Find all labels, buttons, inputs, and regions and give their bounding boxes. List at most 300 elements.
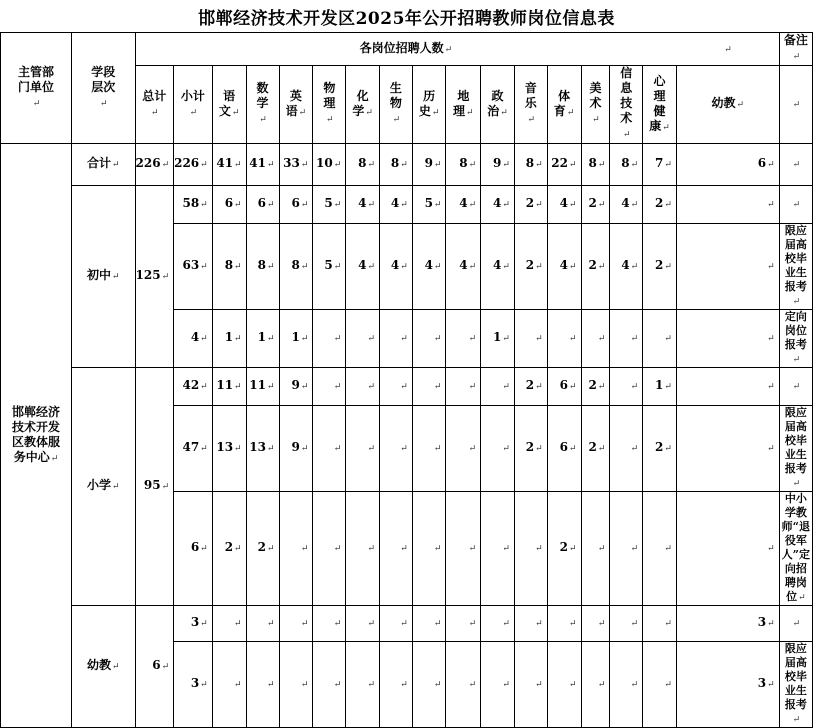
header-remark — [779, 33, 812, 66]
count-cell-text: 2 — [559, 540, 568, 554]
paragraph-mark: ↵ — [234, 200, 242, 210]
paragraph-mark: ↵ — [333, 262, 342, 272]
paragraph-mark: ↵ — [200, 444, 208, 454]
paragraph-mark: ↵ — [767, 200, 775, 210]
count-cell — [643, 310, 677, 368]
count-cell-text: 4 — [358, 196, 367, 210]
count-cell — [676, 368, 779, 406]
count-cell — [481, 406, 515, 492]
paragraph-mark: ↵ — [468, 160, 477, 170]
count-cell — [514, 310, 547, 368]
count-cell-text: 2 — [525, 378, 535, 392]
paragraph-mark: ↵ — [161, 160, 170, 170]
count-cell — [313, 606, 346, 642]
level-total — [135, 186, 174, 368]
count-cell — [581, 642, 610, 728]
remark-cell — [779, 606, 812, 642]
paragraph-mark: ↵ — [767, 444, 775, 454]
paragraph-mark: ↵ — [630, 200, 639, 210]
count-cell — [481, 642, 515, 728]
remark-cell — [779, 186, 812, 224]
paragraph-mark: ↵ — [630, 619, 639, 629]
paragraph-mark: ↵ — [444, 44, 453, 55]
count-cell — [380, 606, 413, 642]
total-value — [547, 144, 581, 186]
recruitment-table — [0, 32, 813, 728]
paragraph-mark: ↵ — [234, 444, 242, 454]
count-cell-text: 47 — [182, 440, 200, 454]
count-cell — [676, 224, 779, 310]
table-row — [1, 144, 813, 186]
header-col — [446, 66, 481, 144]
paragraph-mark: ↵ — [568, 544, 577, 554]
paragraph-mark: ↵ — [597, 619, 606, 629]
count-cell-text: 6 — [559, 378, 568, 392]
paragraph-mark: ↵ — [333, 382, 342, 392]
paragraph-mark: ↵ — [767, 619, 775, 629]
paragraph-mark: ↵ — [630, 334, 639, 344]
paragraph-mark: ↵ — [535, 544, 543, 554]
paragraph-mark: ↵ — [400, 262, 408, 272]
count-cell — [581, 406, 610, 492]
paragraph-mark: ↵ — [300, 262, 309, 272]
paragraph-mark: ↵ — [234, 262, 242, 272]
paragraph-mark: ↵ — [792, 355, 801, 365]
table-row — [1, 33, 813, 66]
total-value — [135, 144, 174, 186]
total-value-text: 6 — [757, 156, 767, 170]
paragraph-mark: ↵ — [502, 200, 510, 210]
count-cell — [313, 310, 346, 368]
total-value-text: 8 — [621, 156, 630, 170]
count-cell — [174, 368, 213, 406]
paragraph-mark: ↵ — [112, 160, 120, 170]
header-col-text: 英语 — [285, 88, 302, 118]
count-cell-text: 2 — [525, 440, 535, 454]
count-cell — [610, 186, 643, 224]
paragraph-mark: ↵ — [767, 334, 775, 344]
paragraph-mark: ↵ — [767, 382, 775, 392]
count-cell-text: 4 — [190, 330, 200, 344]
count-cell — [212, 606, 246, 642]
header-col-text: 体育 — [553, 88, 571, 118]
paragraph-mark: ↵ — [266, 444, 275, 454]
paragraph-mark: ↵ — [724, 44, 732, 55]
count-cell — [313, 406, 346, 492]
count-cell-text: 5 — [324, 258, 333, 272]
remark-cell-text: 限应届高校毕业生报考 — [784, 224, 807, 293]
total-value — [581, 144, 610, 186]
count-cell — [514, 224, 547, 310]
count-cell — [174, 310, 213, 368]
count-cell — [446, 186, 481, 224]
count-cell — [481, 186, 515, 224]
total-value-text: 9 — [424, 156, 433, 170]
paragraph-mark: ↵ — [400, 680, 408, 690]
count-cell — [346, 406, 380, 492]
paragraph-mark: ↵ — [792, 52, 801, 62]
count-cell — [212, 224, 246, 310]
paragraph-mark: ↵ — [630, 680, 639, 690]
count-cell — [380, 310, 413, 368]
count-cell — [174, 186, 213, 224]
paragraph-mark: ↵ — [767, 262, 775, 272]
count-cell-text: 2 — [525, 196, 535, 210]
total-label — [72, 144, 135, 186]
count-cell — [643, 368, 677, 406]
total-value-text: 41 — [216, 156, 234, 170]
paragraph-mark: ↵ — [535, 382, 543, 392]
count-cell — [246, 186, 279, 224]
count-cell — [547, 310, 581, 368]
count-cell — [380, 224, 413, 310]
header-col-text: 信息技术 — [620, 66, 633, 125]
paragraph-mark: ↵ — [568, 200, 577, 210]
header-remark-blank — [779, 66, 812, 144]
table-row — [1, 606, 813, 642]
level-name — [72, 186, 135, 368]
paragraph-mark: ↵ — [200, 680, 208, 690]
count-cell — [313, 224, 346, 310]
paragraph-mark: ↵ — [433, 200, 442, 210]
count-cell — [412, 310, 446, 368]
total-value-text: 8 — [358, 156, 367, 170]
level-total — [135, 368, 174, 606]
level-name-text: 幼教 — [87, 658, 112, 672]
header-col — [246, 66, 279, 144]
paragraph-mark: ↵ — [597, 262, 606, 272]
remark-cell-text: 限应届高校毕业生报考 — [784, 642, 807, 711]
count-cell — [279, 310, 313, 368]
header-col-text: 历史 — [418, 88, 436, 118]
header-col — [346, 66, 380, 144]
paragraph-mark: ↵ — [535, 619, 543, 629]
count-cell — [313, 186, 346, 224]
count-cell-text: 5 — [424, 196, 433, 210]
paragraph-mark: ↵ — [664, 444, 672, 454]
total-value-text: 41 — [249, 156, 266, 170]
paragraph-mark: ↵ — [500, 107, 508, 118]
count-cell-text: 2 — [257, 540, 266, 554]
paragraph-mark: ↵ — [365, 107, 373, 118]
count-cell — [514, 368, 547, 406]
paragraph-mark: ↵ — [112, 272, 120, 282]
paragraph-mark: ↵ — [502, 160, 510, 170]
paragraph-mark: ↵ — [298, 107, 307, 118]
paragraph-mark: ↵ — [266, 382, 275, 392]
paragraph-mark: ↵ — [50, 453, 59, 464]
header-col-text: 心理健康 — [649, 73, 666, 133]
count-cell — [279, 368, 313, 406]
total-value — [412, 144, 446, 186]
count-cell-text: 6 — [257, 196, 266, 210]
paragraph-mark: ↵ — [367, 334, 375, 344]
paragraph-mark: ↵ — [502, 619, 510, 629]
count-cell — [547, 492, 581, 606]
header-col — [610, 66, 643, 144]
paragraph-mark: ↵ — [566, 107, 575, 118]
count-cell — [481, 224, 515, 310]
paragraph-mark: ↵ — [502, 444, 510, 454]
count-cell — [412, 224, 446, 310]
count-cell — [676, 310, 779, 368]
paragraph-mark: ↵ — [400, 382, 408, 392]
count-cell — [676, 606, 779, 642]
count-cell-text: 3 — [757, 676, 767, 690]
header-col-text: 地理 — [453, 88, 470, 118]
paragraph-mark: ↵ — [333, 334, 342, 344]
paragraph-mark: ↵ — [792, 297, 801, 307]
level-name-text: 初中 — [87, 268, 112, 282]
remark-cell — [779, 310, 812, 368]
paragraph-mark: ↵ — [468, 200, 477, 210]
paragraph-mark: ↵ — [433, 334, 442, 344]
count-cell — [279, 606, 313, 642]
count-cell — [313, 368, 346, 406]
count-cell-text: 3 — [190, 676, 200, 690]
count-cell — [246, 492, 279, 606]
paragraph-mark: ↵ — [664, 544, 672, 554]
paragraph-mark: ↵ — [568, 382, 577, 392]
count-cell-text: 2 — [654, 258, 664, 272]
paragraph-mark: ↵ — [367, 200, 375, 210]
count-cell — [446, 492, 481, 606]
count-cell — [412, 368, 446, 406]
count-cell-text: 2 — [588, 258, 597, 272]
count-cell-text: 2 — [654, 440, 664, 454]
header-col-text: 语文 — [218, 88, 236, 118]
header-col — [481, 66, 515, 144]
paragraph-mark: ↵ — [568, 444, 577, 454]
count-cell — [610, 492, 643, 606]
paragraph-mark: ↵ — [664, 382, 672, 392]
header-col-text: 化学 — [352, 88, 369, 118]
paragraph-mark: ↵ — [200, 382, 208, 392]
count-cell — [643, 642, 677, 728]
paragraph-mark: ↵ — [300, 680, 309, 690]
count-cell — [279, 224, 313, 310]
count-cell — [174, 606, 213, 642]
paragraph-mark: ↵ — [592, 115, 600, 125]
count-cell — [676, 492, 779, 606]
page-title: 邯郸经济技术开发区2025年公开招聘教师岗位信息表 — [198, 9, 615, 29]
count-cell-text: 6 — [559, 440, 568, 454]
level-name — [72, 606, 135, 728]
count-cell-text: 4 — [358, 258, 367, 272]
total-value — [610, 144, 643, 186]
count-cell — [610, 406, 643, 492]
paragraph-mark: ↵ — [736, 100, 745, 110]
paragraph-mark: ↵ — [662, 122, 670, 133]
count-cell — [174, 406, 213, 492]
header-col — [313, 66, 346, 144]
header-col-text: 总计 — [142, 88, 167, 103]
paragraph-mark: ↵ — [231, 107, 240, 118]
count-cell-text: 8 — [291, 258, 300, 272]
header-col — [412, 66, 446, 144]
count-cell-text: 58 — [182, 196, 200, 210]
count-cell — [212, 368, 246, 406]
count-cell — [676, 642, 779, 728]
count-cell — [346, 368, 380, 406]
count-cell-text: 1 — [257, 330, 266, 344]
paragraph-mark: ↵ — [468, 262, 477, 272]
paragraph-mark: ↵ — [792, 100, 801, 110]
header-dept — [1, 33, 72, 144]
paragraph-mark: ↵ — [400, 444, 408, 454]
count-cell — [581, 492, 610, 606]
paragraph-mark: ↵ — [300, 334, 309, 344]
count-cell — [514, 186, 547, 224]
header-col-text: 小计 — [180, 88, 205, 103]
count-cell-text: 42 — [182, 378, 200, 392]
total-value-text: 7 — [654, 156, 664, 170]
count-cell-text: 1 — [224, 330, 234, 344]
paragraph-mark: ↵ — [597, 444, 606, 454]
paragraph-mark: ↵ — [392, 115, 401, 125]
paragraph-mark: ↵ — [234, 544, 242, 554]
count-cell — [481, 310, 515, 368]
count-cell — [212, 492, 246, 606]
total-value — [446, 144, 481, 186]
remark-cell — [779, 406, 812, 492]
count-cell-text: 2 — [654, 196, 664, 210]
count-cell-text: 4 — [621, 196, 630, 210]
count-cell — [446, 606, 481, 642]
count-cell — [581, 606, 610, 642]
level-total-text: 125 — [135, 268, 161, 282]
paragraph-mark: ↵ — [333, 680, 342, 690]
count-cell — [481, 368, 515, 406]
paragraph-mark: ↵ — [630, 262, 639, 272]
total-value — [279, 144, 313, 186]
count-cell — [279, 186, 313, 224]
paragraph-mark: ↵ — [568, 680, 577, 690]
count-cell — [610, 642, 643, 728]
paragraph-mark: ↵ — [189, 107, 198, 118]
paragraph-mark: ↵ — [468, 334, 477, 344]
total-value — [643, 144, 677, 186]
paragraph-mark: ↵ — [367, 680, 375, 690]
paragraph-mark: ↵ — [112, 482, 120, 492]
paragraph-mark: ↵ — [161, 482, 170, 492]
paragraph-mark: ↵ — [266, 200, 275, 210]
paragraph-mark: ↵ — [367, 382, 375, 392]
paragraph-mark: ↵ — [767, 160, 775, 170]
remark-cell-text: 中小学教师“退役军人”定向招聘岗位 — [781, 492, 810, 603]
paragraph-mark: ↵ — [597, 200, 606, 210]
paragraph-mark: ↵ — [792, 479, 801, 489]
count-cell — [547, 368, 581, 406]
header-col-text: 幼教 — [711, 96, 736, 110]
count-cell — [446, 642, 481, 728]
count-cell-text: 13 — [216, 440, 234, 454]
count-cell — [643, 606, 677, 642]
header-col — [380, 66, 413, 144]
paragraph-mark: ↵ — [664, 680, 672, 690]
count-cell — [547, 224, 581, 310]
paragraph-mark: ↵ — [468, 382, 477, 392]
paragraph-mark: ↵ — [266, 680, 275, 690]
total-value-text: 8 — [459, 156, 468, 170]
paragraph-mark: ↵ — [333, 160, 342, 170]
remark-cell — [779, 224, 812, 310]
count-cell-text: 9 — [291, 378, 300, 392]
count-cell — [346, 606, 380, 642]
table-row — [1, 186, 813, 224]
count-cell — [547, 406, 581, 492]
paragraph-mark: ↵ — [502, 334, 510, 344]
count-cell — [412, 492, 446, 606]
count-cell — [346, 492, 380, 606]
paragraph-mark: ↵ — [597, 334, 606, 344]
count-cell — [212, 642, 246, 728]
total-value — [514, 144, 547, 186]
remark-cell-text: 限应届高校毕业生报考 — [784, 406, 807, 475]
dept-name — [1, 144, 72, 728]
count-cell-text: 6 — [224, 196, 234, 210]
header-positions-group-text: 各岗位招聘人数 — [359, 40, 444, 55]
total-value-text: 8 — [525, 156, 535, 170]
paragraph-mark: ↵ — [400, 544, 408, 554]
count-cell — [313, 492, 346, 606]
count-cell — [446, 224, 481, 310]
paragraph-mark: ↵ — [630, 382, 639, 392]
paragraph-mark: ↵ — [597, 680, 606, 690]
paragraph-mark: ↵ — [433, 680, 442, 690]
count-cell — [246, 224, 279, 310]
count-cell — [581, 224, 610, 310]
count-cell-text: 4 — [492, 196, 502, 210]
count-cell — [610, 606, 643, 642]
paragraph-mark: ↵ — [266, 544, 275, 554]
remark-cell — [779, 368, 812, 406]
paragraph-mark: ↵ — [502, 544, 510, 554]
paragraph-mark: ↵ — [664, 334, 672, 344]
count-cell-text: 4 — [559, 196, 568, 210]
paragraph-mark: ↵ — [767, 680, 775, 690]
paragraph-mark: ↵ — [502, 382, 510, 392]
paragraph-mark: ↵ — [234, 334, 242, 344]
count-cell-text: 8 — [257, 258, 266, 272]
paragraph-mark: ↵ — [333, 444, 342, 454]
count-cell — [246, 606, 279, 642]
count-cell-text: 8 — [224, 258, 234, 272]
paragraph-mark: ↵ — [200, 544, 208, 554]
count-cell-text: 11 — [249, 378, 266, 392]
level-name-text: 小学 — [87, 478, 112, 492]
count-cell-text: 1 — [291, 330, 300, 344]
header-remark-text: 备注 — [783, 33, 808, 47]
count-cell-text: 4 — [459, 196, 468, 210]
count-cell — [174, 642, 213, 728]
count-cell — [446, 310, 481, 368]
count-cell — [346, 224, 380, 310]
paragraph-mark: ↵ — [266, 262, 275, 272]
count-cell — [212, 406, 246, 492]
paragraph-mark: ↵ — [468, 680, 477, 690]
paragraph-mark: ↵ — [664, 619, 672, 629]
paragraph-mark: ↵ — [630, 544, 639, 554]
paragraph-mark: ↵ — [367, 619, 375, 629]
count-cell — [610, 368, 643, 406]
count-cell — [279, 406, 313, 492]
paragraph-mark: ↵ — [200, 334, 208, 344]
total-value — [481, 144, 515, 186]
count-cell-text: 6 — [291, 196, 300, 210]
total-value-text: 9 — [492, 156, 502, 170]
count-cell — [610, 310, 643, 368]
